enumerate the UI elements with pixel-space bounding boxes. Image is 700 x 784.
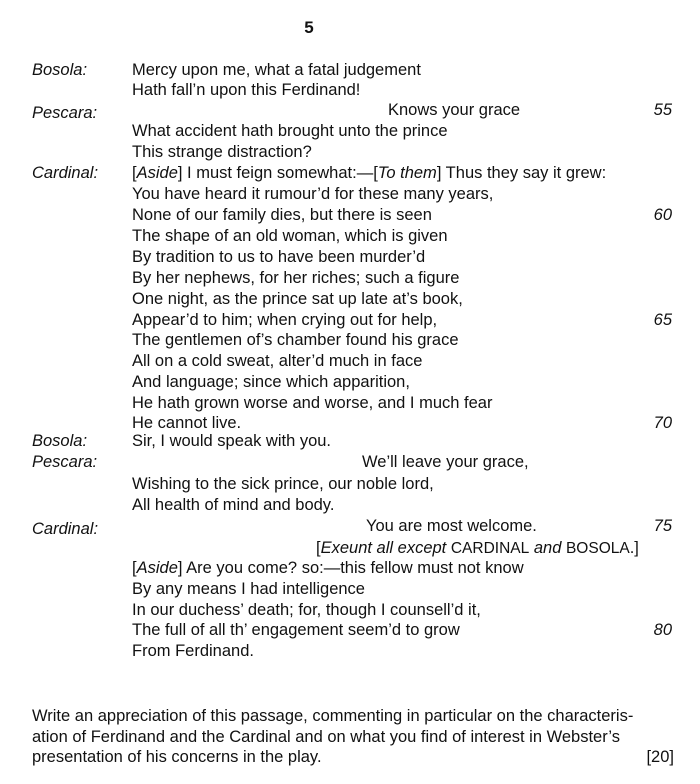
verse-line xyxy=(0,558,700,579)
stage-direction xyxy=(316,538,639,559)
line-number: 65 xyxy=(653,311,672,329)
verse-line xyxy=(0,620,700,641)
character-name: CARDINAL xyxy=(450,540,530,557)
marks: [20] xyxy=(646,748,674,766)
line-text: He hath grown worse and worse, and I much fear xyxy=(132,394,493,412)
line-text: You have heard it rumour’d for these many years, xyxy=(132,185,494,203)
line-text: By her nephews, for her riches; such a figure xyxy=(132,269,460,287)
line-text: He cannot live. xyxy=(132,414,242,432)
line-text-part: ] I must feign somewhat:—[ xyxy=(177,164,378,182)
line-text: By any means I had intelligence xyxy=(132,580,365,598)
verse-line xyxy=(0,495,700,516)
line-text: Mercy upon me, what a fatal judgement xyxy=(132,61,421,79)
speaker: Bosola: xyxy=(32,61,88,79)
bracket: [ xyxy=(132,559,137,577)
line-text: And language; since which apparition, xyxy=(132,373,410,391)
verse-line xyxy=(0,247,700,268)
line-text: All on a cold sweat, alter’d much in face xyxy=(132,352,423,370)
line-text: By tradition to us to have been murder’d xyxy=(132,248,426,266)
speaker: Cardinal: xyxy=(32,520,99,538)
line-number: 55 xyxy=(653,101,672,119)
bracket: .] xyxy=(629,539,639,557)
line-text: What accident hath brought unto the prince xyxy=(132,122,448,140)
line-text-part: ] Are you come? so:—this fellow must not know xyxy=(177,559,524,577)
speaker: Bosola: xyxy=(32,432,88,450)
line-number: 75 xyxy=(653,517,672,535)
verse-line xyxy=(0,516,700,537)
verse-line xyxy=(0,310,700,331)
verse-line xyxy=(0,431,700,452)
line-text: None of our family dies, but there is seen xyxy=(132,206,432,224)
question-line xyxy=(32,747,674,768)
speaker: Cardinal: xyxy=(32,164,99,182)
stage-direction-text: and xyxy=(533,539,562,557)
question-text: presentation of his concerns in the play. xyxy=(32,748,322,766)
verse-line xyxy=(0,142,700,163)
verse-line xyxy=(0,579,700,600)
line-text: The shape of an old woman, which is given xyxy=(132,227,448,245)
line-text: [Aside] I must feign somewhat:—[To them] Thus they say it grew: xyxy=(132,164,607,182)
page-number: 5 xyxy=(304,18,314,37)
verse-line xyxy=(0,121,700,142)
stage-direction-text: Exeunt all except xyxy=(320,539,447,557)
line-text: The gentlemen of’s chamber found his grace xyxy=(132,331,459,349)
verse-line xyxy=(0,100,700,121)
line-text: The full of all th’ engagement seem’d to grow xyxy=(132,621,460,639)
stage-direction: To them xyxy=(377,164,437,182)
verse-line xyxy=(0,372,700,393)
line-text: We’ll leave your grace, xyxy=(362,453,529,471)
question xyxy=(32,706,674,768)
line-text: In our duchess’ death; for, though I counsell’d it, xyxy=(132,601,481,619)
line-number: 70 xyxy=(653,414,672,432)
character-name: BOSOLA xyxy=(565,540,630,557)
verse-line xyxy=(0,641,700,662)
verse-line xyxy=(0,205,700,226)
verse-line xyxy=(0,80,700,101)
line-text-part: ] Thus they say it grew: xyxy=(436,164,607,182)
verse-line xyxy=(0,60,700,81)
bracket: [ xyxy=(316,539,321,557)
line-text: Hath fall’n upon this Ferdinand! xyxy=(132,81,361,99)
line-text: From Ferdinand. xyxy=(132,642,254,660)
verse-line xyxy=(0,163,700,184)
line-number: 80 xyxy=(653,621,672,639)
stage-direction: Aside xyxy=(136,164,178,182)
line-text: Wishing to the sick prince, our noble lord, xyxy=(132,475,434,493)
verse-line xyxy=(0,330,700,351)
line-text: Appear’d to him; when crying out for help, xyxy=(132,311,438,329)
verse-line xyxy=(0,393,700,414)
stage-direction: Aside xyxy=(136,559,178,577)
verse-line xyxy=(0,351,700,372)
verse-line xyxy=(0,452,700,473)
verse-line xyxy=(0,600,700,621)
line-text: Knows your grace xyxy=(388,101,521,119)
verse-line xyxy=(0,226,700,247)
verse-line xyxy=(0,268,700,289)
line-text: All health of mind and body. xyxy=(132,496,335,514)
line-text: One night, as the prince sat up late at’s book, xyxy=(132,290,463,308)
line-text: This strange distraction? xyxy=(132,143,312,161)
verse-line xyxy=(0,289,700,310)
line-number: 60 xyxy=(653,206,672,224)
question-line: ation of Ferdinand and the Cardinal and on what you find of interest in Webster’s xyxy=(32,727,620,746)
line-text: Sir, I would speak with you. xyxy=(132,432,332,450)
speaker: Pescara: xyxy=(32,104,98,122)
verse-line xyxy=(0,474,700,495)
speaker: Pescara: xyxy=(32,453,98,471)
line-text xyxy=(132,558,524,579)
stage-direction-line xyxy=(0,538,700,559)
question-line: Write an appreciation of this passage, commenting in particular on the characteris- xyxy=(32,707,634,725)
verse-line xyxy=(0,184,700,205)
line-text: You are most welcome. xyxy=(366,517,537,535)
